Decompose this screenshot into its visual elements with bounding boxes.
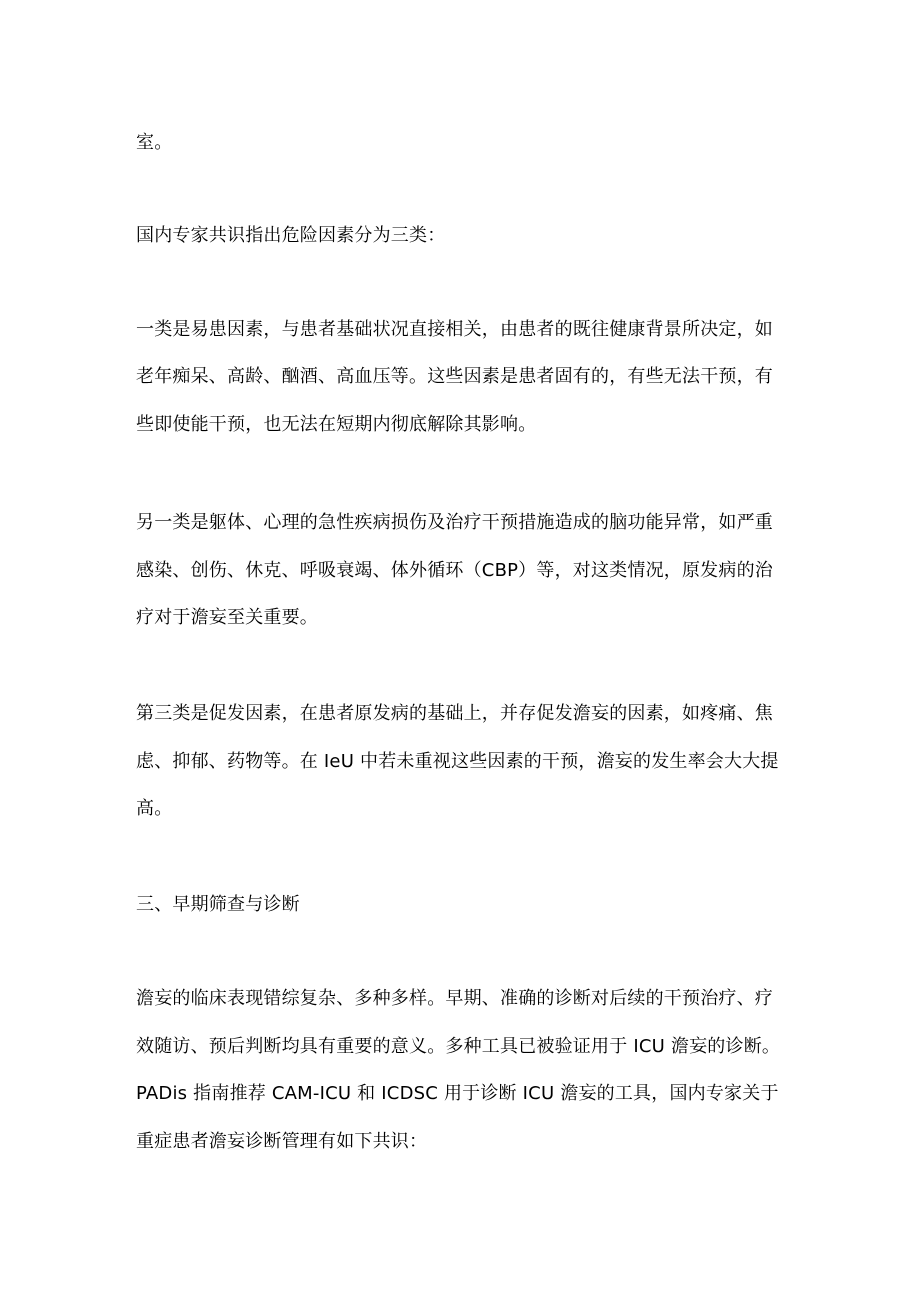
paragraph-line: 疗对于澹妄至关重要。	[136, 607, 318, 628]
paragraph-line: 虑、抑郁、药物等。在 IeU 中若未重视这些因素的干预，澹妄的发生率会大大提	[136, 751, 779, 772]
paragraph-line: 重症患者澹妄诊断管理有如下共识：	[136, 1131, 428, 1152]
paragraph-line: 些即使能干预，也无法在短期内彻底解除其影响。	[136, 414, 537, 435]
paragraph-end-line: 室。	[136, 132, 173, 153]
paragraph-line: PADis 指南推荐 CAM-ICU 和 ICDSC 用于诊断 ICU 澹妄的工具，国内专家关于	[136, 1083, 779, 1104]
paragraph-line: 效随访、预后判断均具有重要的意义。多种工具已被验证用于 ICU 澹妄的诊断。	[136, 1036, 781, 1057]
section-heading: 三、早期筛查与诊断	[136, 894, 300, 915]
paragraph-line: 另一类是躯体、心理的急性疾病损伤及治疗干预措施造成的脑功能异常，如严重	[136, 512, 773, 533]
risk-factors-intro: 国内专家共识指出危险因素分为三类：	[136, 225, 446, 246]
paragraph-line: 一类是易患因素，与患者基础状况直接相关，由患者的既往健康背景所决定，如	[136, 319, 773, 340]
paragraph-line: 感染、创伤、休克、呼吸衰竭、体外循环（CBP）等，对这类情况，原发病的治	[136, 560, 773, 581]
paragraph-line: 老年痴呆、高龄、酗酒、高血压等。这些因素是患者固有的，有些无法干预，有	[136, 366, 773, 387]
paragraph-line: 澹妄的临床表现错综复杂、多种多样。早期、准确的诊断对后续的干预治疗、疗	[136, 988, 773, 1009]
paragraph-line: 高。	[136, 798, 173, 819]
paragraph-line: 第三类是促发因素，在患者原发病的基础上，并存促发澹妄的因素，如疼痛、焦	[136, 703, 773, 724]
